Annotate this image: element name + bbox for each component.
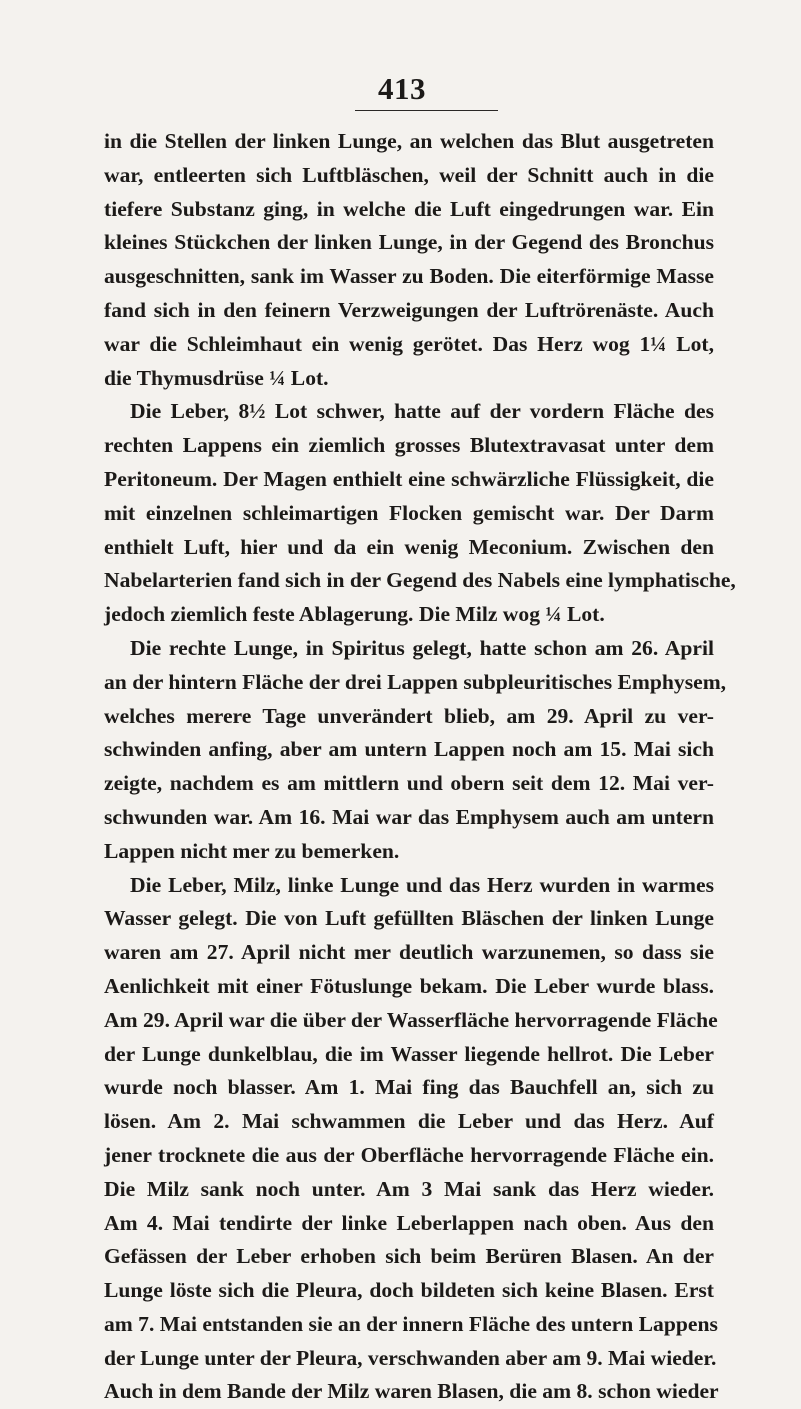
text-line: Die Milz sank noch unter. Am 3 Mai sank das Herz wieder. (104, 1176, 714, 1201)
text-line: in die Stellen der linken Lunge, an welchen das Blut ausgetreten (104, 129, 714, 153)
text-line: Auch in dem Bande der Milz waren Blasen, die am 8. schon wieder (104, 1379, 719, 1404)
text-line: wurde noch blasser. Am 1. Mai fing das Bauchfell an, sich zu (104, 1075, 714, 1100)
text-line: Nabelarterien fand sich in der Gegend des Nabels eine lymphatische, (104, 568, 736, 593)
text-line: Gefässen der Leber erhoben sich beim Berüren Blasen. An der (104, 1244, 714, 1269)
text-line: am 7. Mai entstanden sie an der innern Fläche des untern Lappens (104, 1311, 718, 1336)
text-line: tiefere Substanz ging, in welche die Luft eingedrungen war. Ein (104, 196, 714, 221)
text-line: ausgeschnitten, sank im Wasser zu Boden. Die eiterförmige Masse (104, 264, 714, 289)
text-line: waren am 27. April nicht mer deutlich warzunemen, so dass sie (104, 940, 714, 965)
text-line: mit einzelnen schleimartigen Flocken gemischt war. Der Darm (104, 500, 714, 525)
text-line: die Thymusdrüse ¼ Lot. (104, 365, 329, 390)
text-line: Am 29. April war die über der Wasserfläche hervorragende Fläche (104, 1007, 718, 1032)
text-line: fand sich in den feinern Verzweigungen der Luftrörenäste. Auch (104, 297, 714, 322)
text-line: Lunge löste sich die Pleura, doch bildeten sich keine Blasen. Erst (104, 1278, 714, 1303)
text-line: Lappen nicht mer zu bemerken. (104, 838, 400, 863)
text-line: jedoch ziemlich feste Ablagerung. Die Milz wog ¼ Lot. (104, 602, 605, 627)
text-line: schwunden war. Am 16. Mai war das Emphysem auch am untern (104, 804, 714, 829)
text-line: Aenlichkeit mit einer Fötuslunge bekam. Die Leber wurde blass. (104, 973, 714, 998)
text-line: jener trocknete die aus der Oberfläche hervorragende Fläche ein. (104, 1142, 714, 1167)
text-line: Die Leber, Milz, linke Lunge und das Herz wurden in warmes (130, 872, 714, 897)
text-line: schwinden anfing, aber am untern Lappen noch am 15. Mai sich (104, 737, 714, 762)
text-line: Am 4. Mai tendirte der linke Leberlappen nach oben. Aus den (104, 1210, 714, 1235)
header-rule (355, 110, 498, 111)
text-line: enthielt Luft, hier und da ein wenig Meconium. Zwischen den (104, 534, 714, 559)
text-line: Peritoneum. Der Magen enthielt eine schwärzliche Flüssigkeit, die (104, 466, 714, 491)
text-line: rechten Lappens ein ziemlich grosses Blutextravasat unter dem (104, 433, 714, 458)
text-line: kleines Stückchen der linken Lunge, in der Gegend des Bronchus (104, 230, 714, 255)
body-text (104, 125, 736, 1409)
page-number: 413 (378, 71, 426, 106)
text-line: Wasser gelegt. Die von Luft gefüllten Bläschen der linken Lunge (104, 906, 714, 931)
text-line: der Lunge unter der Pleura, verschwanden aber am 9. Mai wieder. (104, 1345, 717, 1370)
text-line: war die Schleimhaut ein wenig gerötet. Das Herz wog 1¼ Lot, (104, 331, 714, 356)
text-line: Die Leber, 8½ Lot schwer, hatte auf der vordern Fläche des (130, 399, 714, 424)
text-line: war, entleerten sich Luftbläschen, weil der Schnitt auch in die (104, 162, 714, 187)
text-line: an der hintern Fläche der drei Lappen subpleuritisches Emphysem, (104, 669, 727, 694)
text-line: zeigte, nachdem es am mittlern und obern seit dem 12. Mai ver- (104, 771, 714, 796)
text-line: der Lunge dunkelblau, die im Wasser liegende hellrot. Die Leber (104, 1041, 714, 1066)
text-line: Die rechte Lunge, in Spiritus gelegt, hatte schon am 26. April (130, 635, 714, 660)
text-line: lösen. Am 2. Mai schwammen die Leber und das Herz. Auf (104, 1109, 714, 1134)
text-line: welches merere Tage unverändert blieb, am 29. April zu ver- (104, 703, 714, 728)
